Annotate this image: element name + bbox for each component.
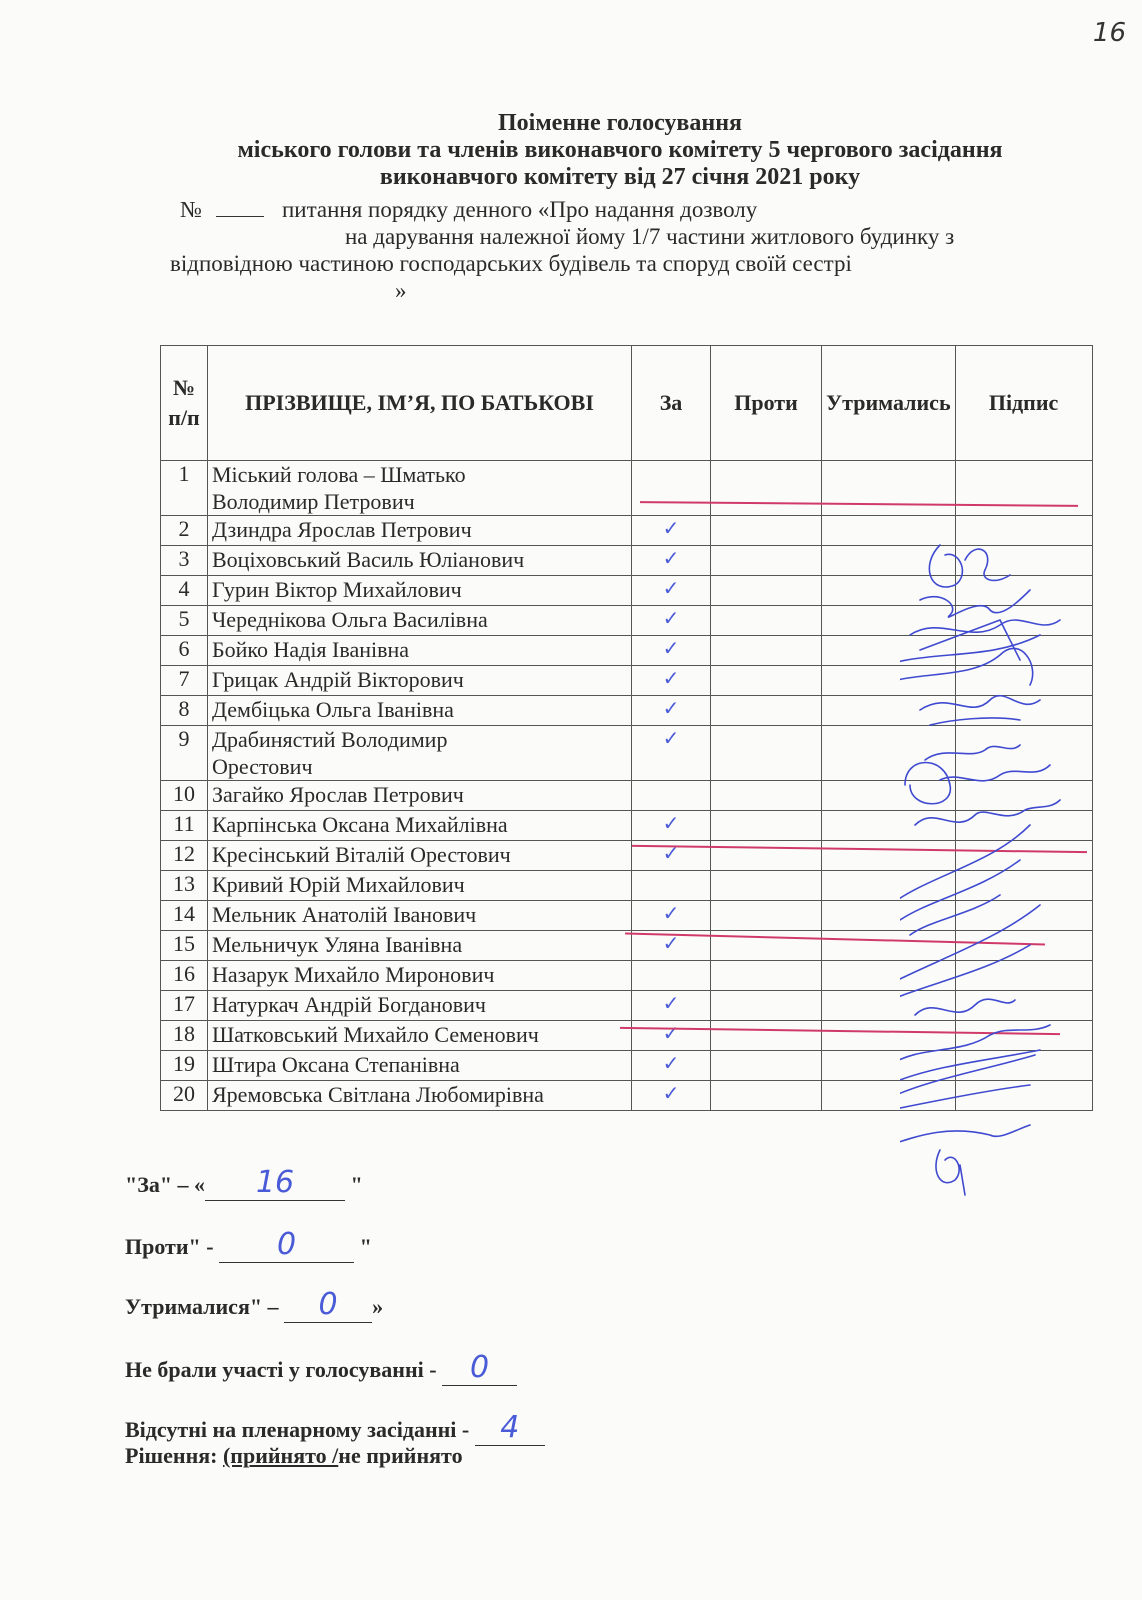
vote-proty-cell bbox=[711, 901, 822, 931]
vote-proty-cell bbox=[711, 841, 822, 871]
vote-za-cell: ✓ bbox=[632, 696, 711, 726]
vote-proty-cell bbox=[711, 726, 822, 781]
member-name-line-1: Кресінський Віталій Орестович bbox=[212, 842, 511, 867]
row-number: 19 bbox=[161, 1051, 208, 1081]
summary-za-label: "За" – « bbox=[125, 1172, 206, 1197]
number-sign: № bbox=[180, 197, 202, 222]
question-line-2: на дарування належної йому 1/7 частини житлового будинку з bbox=[345, 224, 955, 249]
member-name bbox=[208, 516, 632, 546]
vote-proty-cell bbox=[711, 696, 822, 726]
row-number: 17 bbox=[161, 991, 208, 1021]
member-name bbox=[208, 811, 632, 841]
member-name bbox=[208, 696, 632, 726]
row-number: 4 bbox=[161, 576, 208, 606]
summary-rishennia bbox=[125, 1443, 463, 1469]
summary-proty bbox=[125, 1227, 372, 1263]
question-line-3: відповідною частиною господарських будівель та споруд своїй сестрі bbox=[170, 251, 852, 276]
row-number: 16 bbox=[161, 961, 208, 991]
member-name-line-1: Яремовська Світлана Любомирівна bbox=[212, 1082, 544, 1107]
member-name-line-1: Дзиндра Ярослав Петрович bbox=[212, 517, 472, 542]
row-number: 5 bbox=[161, 606, 208, 636]
signatures-illustration bbox=[900, 525, 1080, 1205]
member-name bbox=[208, 991, 632, 1021]
summary-proty-value: 0 bbox=[277, 1227, 297, 1262]
question-line-1: питання порядку денного «Про надання дозволу bbox=[281, 197, 758, 222]
member-name bbox=[208, 546, 632, 576]
agenda-question bbox=[170, 196, 1090, 304]
vote-za-cell: ✓ bbox=[632, 1081, 711, 1111]
summary-rishennia-label: Рішення: bbox=[125, 1443, 218, 1468]
summary-proty-end: " bbox=[359, 1234, 372, 1259]
row-number: 18 bbox=[161, 1021, 208, 1051]
member-name-line-1: Грицак Андрій Вікторович bbox=[212, 667, 464, 692]
vote-proty-cell bbox=[711, 461, 822, 516]
member-name bbox=[208, 901, 632, 931]
header-num: № п/п bbox=[161, 346, 208, 461]
vote-proty-cell bbox=[711, 546, 822, 576]
row-number: 9 bbox=[161, 726, 208, 781]
vote-za-cell bbox=[632, 961, 711, 991]
member-name bbox=[208, 931, 632, 961]
vote-proty-cell bbox=[711, 781, 822, 811]
member-name bbox=[208, 576, 632, 606]
member-name bbox=[208, 461, 632, 516]
title-line-1: Поіменне голосування bbox=[497, 110, 743, 136]
header-pidpys: Підпис bbox=[955, 346, 1092, 461]
row-number: 15 bbox=[161, 931, 208, 961]
summary-ne-braly-label: Не брали участі у голосуванні - bbox=[125, 1357, 437, 1382]
vote-za-cell: ✓ bbox=[632, 636, 711, 666]
member-name bbox=[208, 1081, 632, 1111]
member-name-line-1: Штира Оксана Степанівна bbox=[212, 1052, 460, 1077]
vote-za-cell: ✓ bbox=[632, 666, 711, 696]
header-proty: Проти bbox=[711, 346, 822, 461]
vote-za-cell bbox=[632, 781, 711, 811]
header-name: ПРІЗВИЩЕ, ІМ’Я, ПО БАТЬКОВІ bbox=[208, 346, 632, 461]
row-number: 20 bbox=[161, 1081, 208, 1111]
table-header bbox=[161, 346, 1093, 461]
member-name-line-1: Міський голова – Шматько bbox=[212, 462, 466, 487]
title-line-3: виконавчого комітету від 27 січня 2021 року bbox=[379, 164, 861, 190]
vote-proty-cell bbox=[711, 606, 822, 636]
summary-vidsutni-blank bbox=[475, 1410, 545, 1446]
table-row bbox=[161, 461, 1093, 516]
summary-rishennia-accepted: (прийнято / bbox=[222, 1443, 339, 1468]
vote-za-cell: ✓ bbox=[632, 841, 711, 871]
member-name-line-1: Мельничук Уляна Іванівна bbox=[212, 932, 463, 957]
summary-utrym-end: » bbox=[372, 1294, 384, 1319]
member-name-line-1: Драбинястий Володимир bbox=[212, 727, 448, 752]
member-name-line-1: Шатковський Михайло Семенович bbox=[212, 1022, 539, 1047]
row-number: 1 bbox=[161, 461, 208, 516]
row-number: 12 bbox=[161, 841, 208, 871]
vote-proty-cell bbox=[711, 1051, 822, 1081]
member-name-line-1: Гурин Віктор Михайлович bbox=[212, 577, 462, 602]
summary-ne-braly bbox=[125, 1350, 517, 1386]
member-name-line-1: Карпінська Оксана Михайлівна bbox=[212, 812, 508, 837]
summary-utrym-blank bbox=[284, 1287, 372, 1323]
member-name bbox=[208, 961, 632, 991]
signature-cell bbox=[955, 461, 1092, 516]
member-name-line-1: Мельник Анатолій Іванович bbox=[212, 902, 477, 927]
page-number: 16 bbox=[1092, 18, 1126, 48]
question-line-4: » bbox=[395, 278, 407, 303]
vote-proty-cell bbox=[711, 666, 822, 696]
header-utrymalys: Утримались bbox=[822, 346, 956, 461]
member-name-line-1: Череднікова Ольга Василівна bbox=[212, 607, 488, 632]
member-name-line-1: Назарук Михайло Миронович bbox=[212, 962, 495, 987]
vote-za-cell: ✓ bbox=[632, 931, 711, 961]
summary-vidsutni-label: Відсутні на пленарному засіданні - bbox=[125, 1417, 470, 1442]
vote-utrymalys-cell bbox=[822, 461, 956, 516]
vote-za-cell: ✓ bbox=[632, 606, 711, 636]
summary-za bbox=[125, 1165, 363, 1201]
vote-za-cell: ✓ bbox=[632, 726, 711, 781]
summary-za-end: " bbox=[350, 1172, 363, 1197]
member-name-line-2: Володимир Петрович bbox=[212, 489, 415, 514]
question-number-blank bbox=[216, 216, 264, 217]
member-name-line-1: Загайко Ярослав Петрович bbox=[212, 782, 464, 807]
summary-za-value: 16 bbox=[255, 1165, 295, 1200]
summary-ne-braly-blank bbox=[442, 1350, 517, 1386]
summary-za-blank bbox=[205, 1165, 345, 1201]
member-name-line-1: Натуркач Андрій Богданович bbox=[212, 992, 486, 1017]
member-name-line-1: Кривий Юрій Михайлович bbox=[212, 872, 465, 897]
row-number: 3 bbox=[161, 546, 208, 576]
row-number: 6 bbox=[161, 636, 208, 666]
member-name bbox=[208, 781, 632, 811]
vote-proty-cell bbox=[711, 1021, 822, 1051]
vote-za-cell: ✓ bbox=[632, 901, 711, 931]
summary-utrymalys bbox=[125, 1287, 383, 1323]
vote-za-cell: ✓ bbox=[632, 516, 711, 546]
vote-proty-cell bbox=[711, 576, 822, 606]
row-number: 7 bbox=[161, 666, 208, 696]
vote-za-cell: ✓ bbox=[632, 1051, 711, 1081]
member-name bbox=[208, 871, 632, 901]
row-number: 10 bbox=[161, 781, 208, 811]
vote-za-cell: ✓ bbox=[632, 811, 711, 841]
summary-vidsutni-value: 4 bbox=[500, 1410, 520, 1445]
row-number: 14 bbox=[161, 901, 208, 931]
member-name bbox=[208, 726, 632, 781]
summary-ne-braly-value: 0 bbox=[470, 1350, 490, 1385]
vote-za-cell bbox=[632, 461, 711, 516]
member-name bbox=[208, 1051, 632, 1081]
row-number: 13 bbox=[161, 871, 208, 901]
vote-proty-cell bbox=[711, 516, 822, 546]
vote-za-cell bbox=[632, 871, 711, 901]
summary-vidsutni bbox=[125, 1410, 545, 1446]
member-name-line-2: Орестович bbox=[212, 754, 313, 779]
vote-proty-cell bbox=[711, 961, 822, 991]
row-number: 2 bbox=[161, 516, 208, 546]
member-name bbox=[208, 1021, 632, 1051]
member-name bbox=[208, 666, 632, 696]
vote-za-cell: ✓ bbox=[632, 546, 711, 576]
member-name bbox=[208, 606, 632, 636]
vote-proty-cell bbox=[711, 871, 822, 901]
vote-za-cell: ✓ bbox=[632, 1021, 711, 1051]
header-za: За bbox=[632, 346, 711, 461]
member-name bbox=[208, 636, 632, 666]
row-number: 8 bbox=[161, 696, 208, 726]
vote-proty-cell bbox=[711, 1081, 822, 1111]
vote-proty-cell bbox=[711, 636, 822, 666]
vote-za-cell: ✓ bbox=[632, 991, 711, 1021]
member-name bbox=[208, 841, 632, 871]
member-name-line-1: Воціховський Василь Юліанович bbox=[212, 547, 525, 572]
vote-proty-cell bbox=[711, 991, 822, 1021]
member-name-line-1: Бойко Надія Іванівна bbox=[212, 637, 410, 662]
document-title bbox=[150, 110, 1090, 191]
summary-proty-label: Проти" - bbox=[125, 1234, 214, 1259]
summary-utrym-label: Утрималися" – bbox=[125, 1294, 279, 1319]
summary-rishennia-rejected: не прийнято bbox=[338, 1443, 463, 1468]
summary-utrym-value: 0 bbox=[318, 1287, 338, 1322]
vote-proty-cell bbox=[711, 811, 822, 841]
row-number: 11 bbox=[161, 811, 208, 841]
member-name-line-1: Дембіцька Ольга Іванівна bbox=[212, 697, 454, 722]
title-line-2: міського голови та членів виконавчого комітету 5 чергового засідання bbox=[237, 137, 1003, 163]
vote-za-cell: ✓ bbox=[632, 576, 711, 606]
summary-proty-blank bbox=[219, 1227, 354, 1263]
